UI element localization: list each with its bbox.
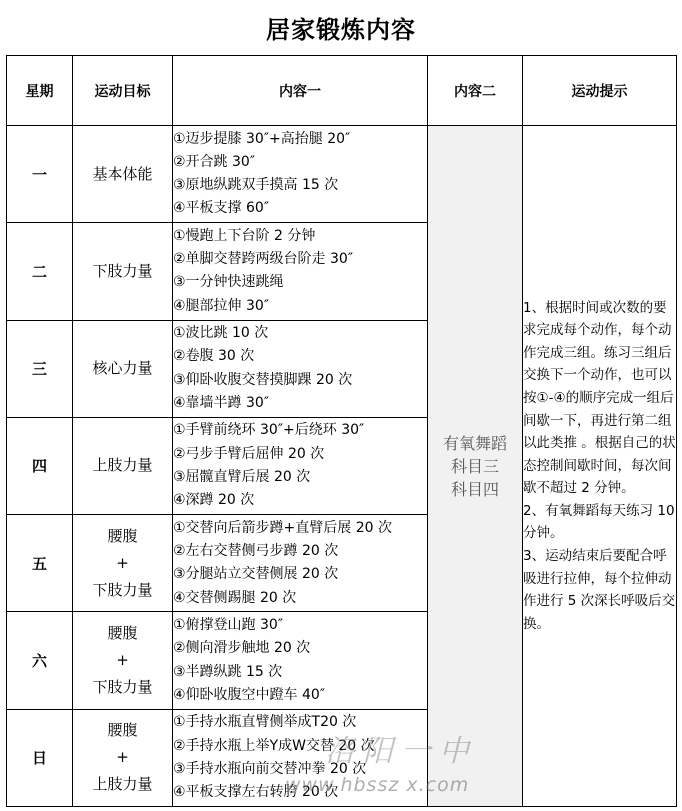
page-title: 居家锻炼内容	[266, 16, 416, 44]
goal-text: 腰腹	[107, 526, 138, 545]
goal-cell	[73, 320, 173, 417]
exercise-item: ④平板支撑 60″	[173, 200, 270, 217]
goal-cell	[73, 612, 173, 709]
goal-text: 下肢力量	[92, 678, 153, 697]
content-one-cell	[173, 126, 428, 223]
exercise-item: ③仰卧收腹交替摸脚踝 20 次	[173, 371, 353, 388]
goal-text: 核心力量	[92, 359, 153, 378]
goal-cell	[73, 126, 173, 223]
exercise-item: ③半蹲纵跳 15 次	[173, 663, 283, 680]
tip-paragraph: 3、运动结束后要配合呼吸进行拉伸，每个拉伸动作进行 5 次深长呼吸后交换。	[523, 548, 676, 632]
content-one-cell	[173, 612, 428, 709]
header-tips: 运动提示	[523, 56, 677, 126]
exercise-item: ①迈步提膝 30″+高抬腿 20″	[173, 130, 351, 147]
goal-text: 基本体能	[92, 164, 153, 183]
exercise-item: ②手持水瓶上举Y成W交替 20 次	[173, 737, 375, 754]
header-row	[7, 56, 677, 126]
goal-text: 下肢力量	[92, 261, 153, 280]
exercise-item: ②开合跳 30″	[173, 153, 256, 170]
exercise-item: ②单脚交替跨两级台阶走 30″	[173, 251, 354, 268]
exercise-item: ④靠墙半蹲 30″	[173, 395, 270, 411]
content-two-line: 有氧舞蹈	[442, 433, 507, 453]
exercise-item: ④仰卧收腹空中蹬车 40″	[173, 686, 326, 703]
weekday-cell: 日	[7, 709, 73, 806]
header-weekday: 星期	[7, 56, 73, 126]
goal-cell	[73, 709, 173, 806]
exercise-item: ③一分钟快速跳绳	[173, 274, 284, 291]
exercise-schedule-table	[6, 55, 677, 807]
exercise-item: ④平板支撑左右转胯 20 次	[173, 784, 339, 801]
goal-plus: +	[116, 748, 129, 767]
goal-cell	[73, 515, 173, 612]
goal-text: 下肢力量	[92, 580, 153, 599]
weekday-cell: 五	[7, 515, 73, 612]
exercise-item: ①波比跳 10 次	[173, 325, 269, 342]
header-content-two: 内容二	[428, 56, 523, 126]
exercise-item: ①手臂前绕环 30″+后绕环 30″	[173, 422, 365, 439]
weekday-cell: 三	[7, 320, 73, 417]
exercise-item: ③手持水瓶向前交替冲拳 20 次	[173, 760, 367, 777]
exercise-item: ②弓步手臂后屈伸 20 次	[173, 445, 325, 462]
content-two-line: 科目三	[450, 456, 499, 476]
table-row	[7, 126, 677, 223]
goal-text: 上肢力量	[92, 775, 153, 794]
content-one-cell	[173, 515, 428, 612]
goal-text: 上肢力量	[92, 456, 153, 475]
goal-text: 腰腹	[107, 721, 138, 740]
goal-plus: +	[116, 553, 129, 572]
watermark-url: www.hbssz x.com	[285, 774, 470, 796]
content-one-cell	[173, 223, 428, 320]
content-one-cell	[173, 320, 428, 417]
watermark-script: 洛阳一中	[325, 734, 477, 769]
content-two-cell	[428, 126, 523, 807]
exercise-item: ④交替侧踢腿 20 次	[173, 589, 297, 606]
content-one-cell	[173, 417, 428, 514]
goal-cell	[73, 417, 173, 514]
exercise-item: ②左右交替侧弓步蹲 20 次	[173, 542, 339, 559]
header-content-one: 内容一	[173, 56, 428, 126]
tips-cell	[523, 126, 677, 807]
exercise-item: ①慢跑上下台阶 2 分钟	[173, 227, 316, 244]
header-goal: 运动目标	[73, 56, 173, 126]
weekday-cell: 二	[7, 223, 73, 320]
exercise-item: ②卷腹 30 次	[173, 348, 255, 365]
goal-text: 腰腹	[107, 624, 138, 643]
exercise-item: ②侧向滑步触地 20 次	[173, 640, 311, 657]
content-two-line: 科目四	[450, 479, 499, 499]
tip-paragraph: 2、有氧舞蹈每天练习 10 分钟。	[523, 502, 675, 542]
exercise-item: ④腿部拉伸 30″	[173, 297, 270, 314]
exercise-item: ③原地纵跳双手摸高 15 次	[173, 177, 339, 194]
exercise-item: ④深蹲 20 次	[173, 492, 255, 509]
exercise-item: ①俯撑登山跑 30″	[173, 616, 284, 633]
exercise-item: ①交替向后箭步蹲+直臂后展 20 次	[173, 519, 392, 536]
exercise-item: ③分腿站立交替侧展 20 次	[173, 566, 339, 583]
exercise-item: ③屈髋直臂后展 20 次	[173, 468, 311, 485]
weekday-cell: 四	[7, 417, 73, 514]
goal-plus: +	[116, 651, 129, 670]
tip-paragraph: 1、根据时间或次数的要求完成每个动作，每个动作完成三组。练习三组后交换下一个动作，也可以按①-④的顺序完成一组后间歇一下，再进行第二组以此类推 。根据自己的状态控制间歇时间，每次间歇不超过 2 分钟。	[523, 299, 676, 497]
content-one-cell	[173, 709, 428, 806]
weekday-cell: 一	[7, 126, 73, 223]
exercise-item: ①手持水瓶直臂侧举成T20 次	[173, 714, 357, 731]
goal-cell	[73, 223, 173, 320]
weekday-cell: 六	[7, 612, 73, 709]
